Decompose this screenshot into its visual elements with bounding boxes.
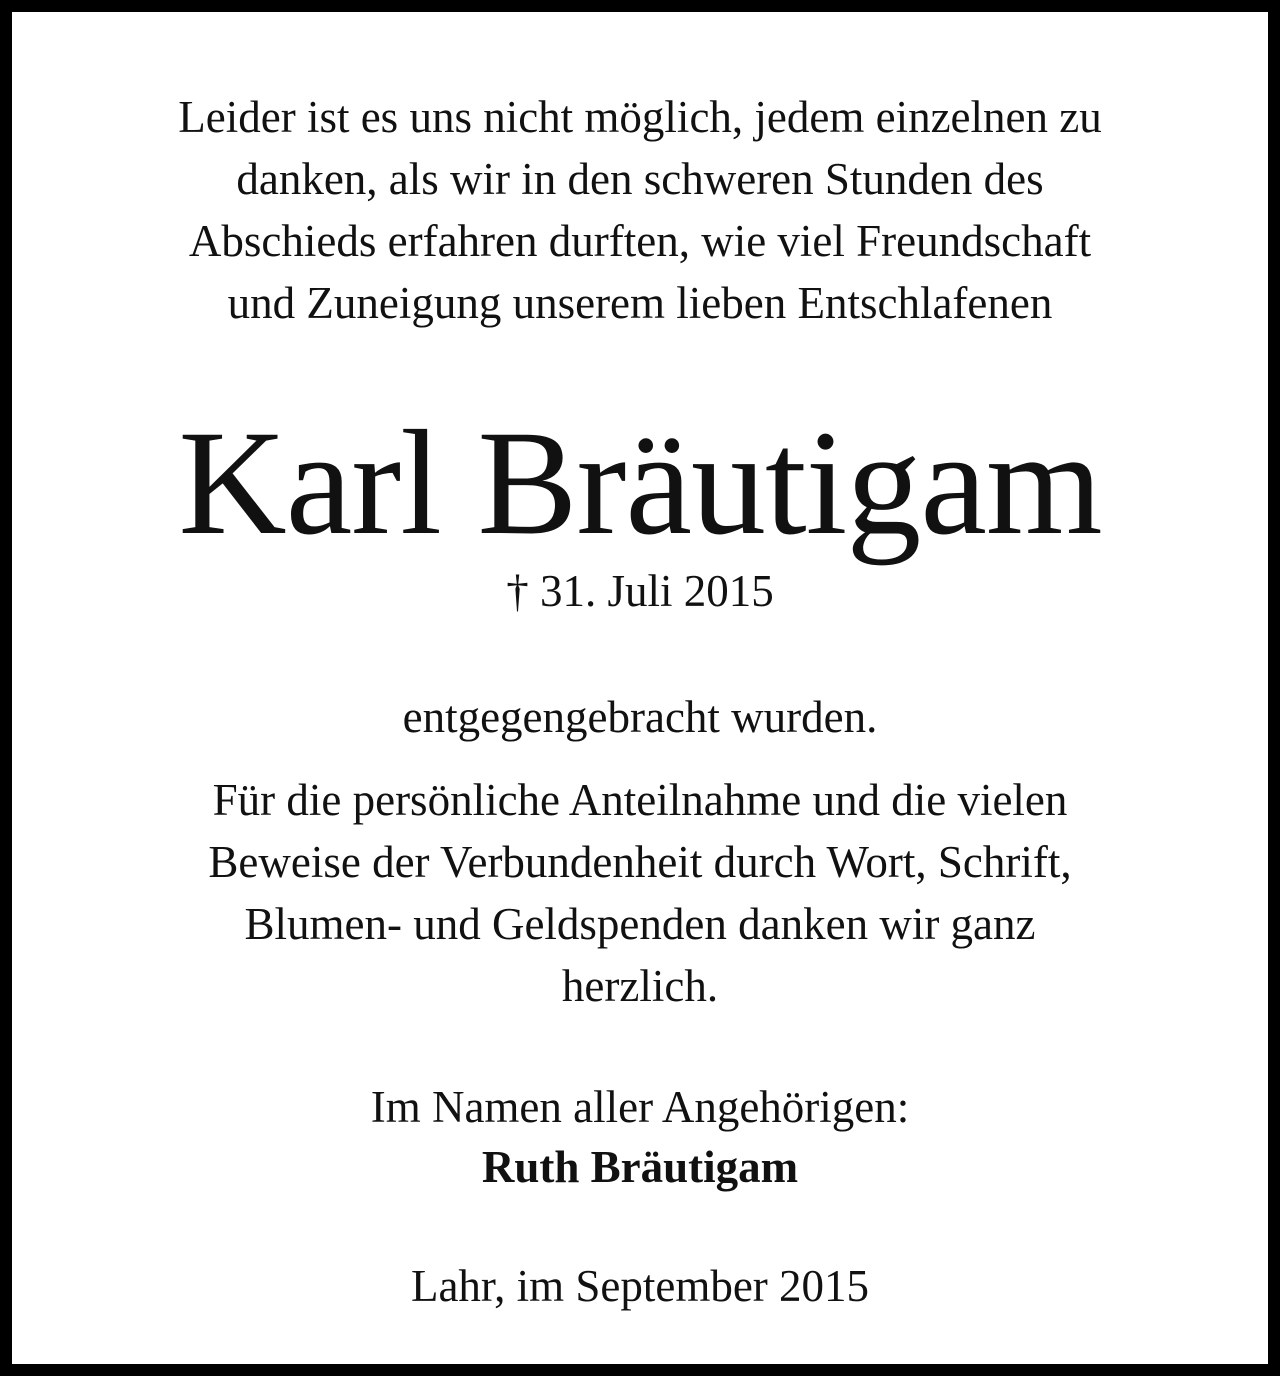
deceased-name: Karl Bräutigam — [178, 400, 1102, 566]
signoff-intro: Im Namen aller Angehörigen: — [370, 1082, 910, 1132]
signer-name: Ruth Bräutigam — [481, 1142, 799, 1192]
intro-line: Abschieds erfahren durften, wie viel Freundschaft — [188, 216, 1092, 266]
thanks-line: Für die persönliche Anteilnahme und die vielen — [212, 775, 1068, 825]
intro-line: danken, als wir in den schweren Stunden des — [236, 154, 1044, 204]
death-date: † 31. Juli 2015 — [506, 566, 774, 616]
place-date: Lahr, im September 2015 — [410, 1261, 870, 1311]
intro-line: und Zuneigung unserem lieben Entschlafenen — [227, 278, 1053, 328]
thanks-paragraph — [12, 769, 1268, 1017]
thanks-line: herzlich. — [561, 961, 719, 1011]
intro-paragraph — [12, 86, 1268, 334]
thanks-line: Blumen- und Geldspenden danken wir ganz — [244, 899, 1036, 949]
intro-line: Leider ist es uns nicht möglich, jedem einzelnen zu — [178, 92, 1102, 142]
thanks-line: Beweise der Verbundenheit durch Wort, Schrift, — [208, 837, 1072, 887]
continuation-text: entgegengebracht wurden. — [402, 692, 878, 742]
